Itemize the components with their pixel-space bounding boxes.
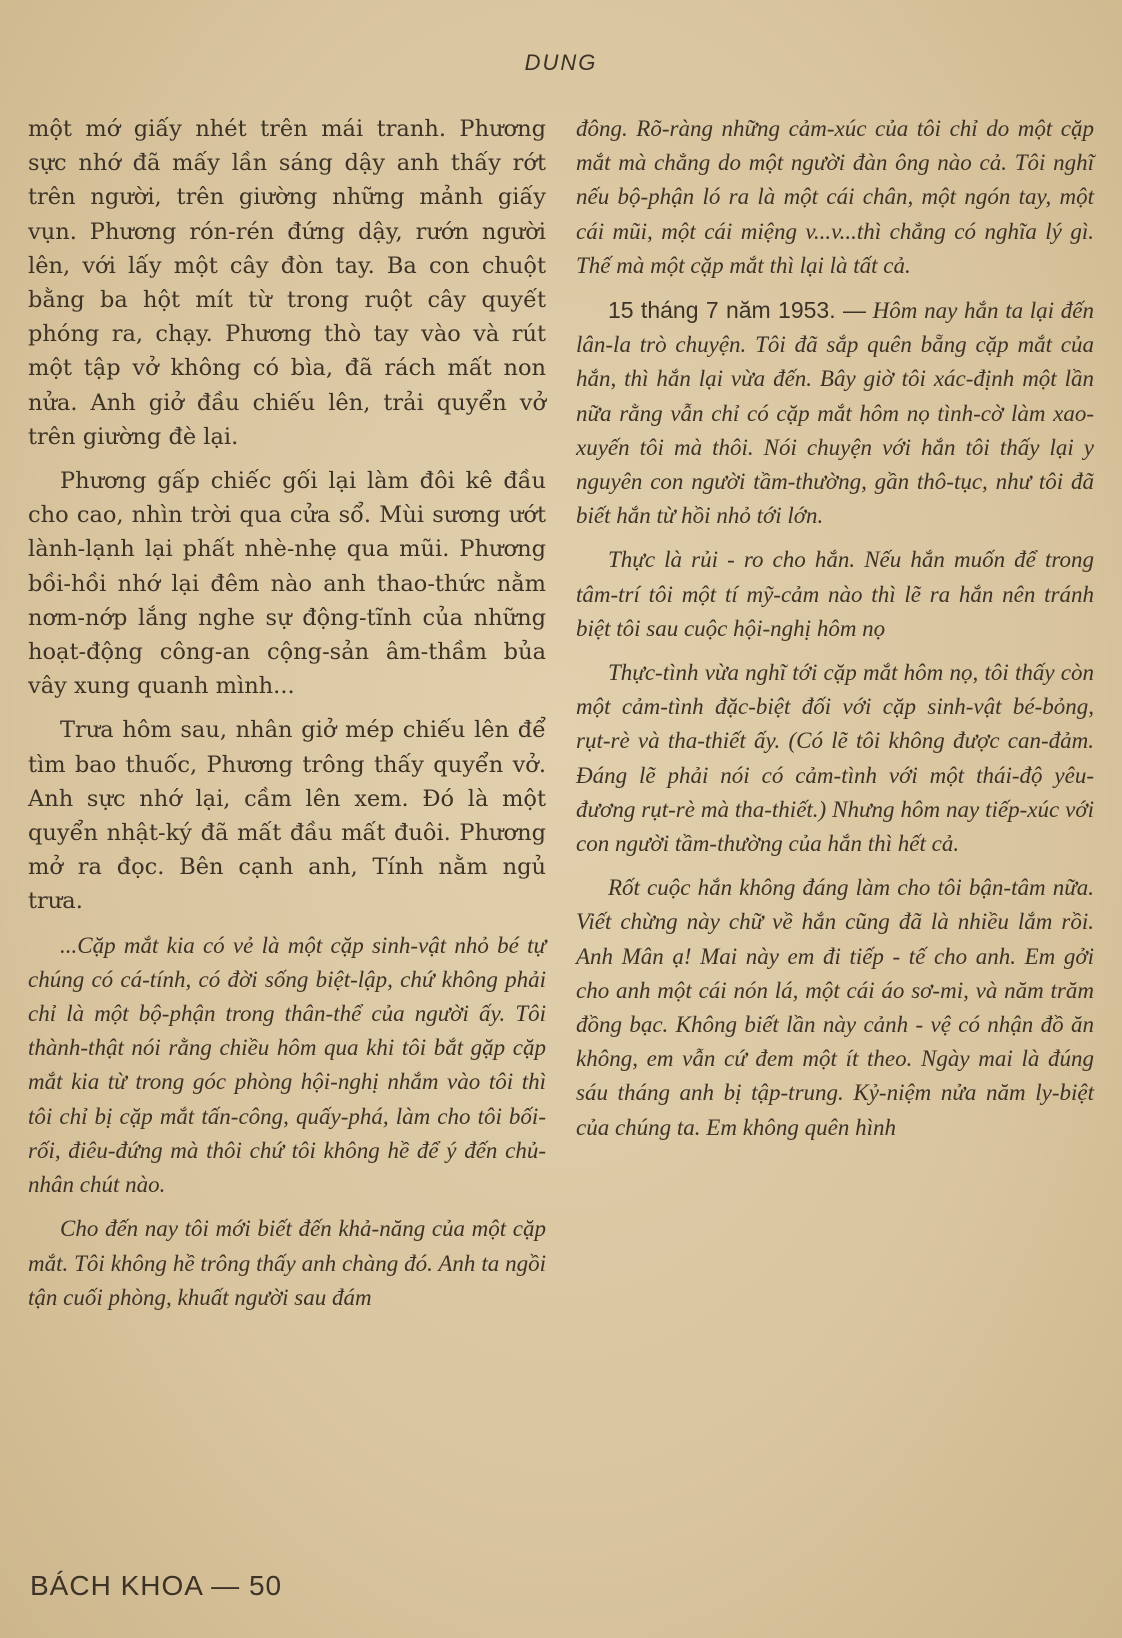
right-paragraph-3: Thực là rủi - ro cho hắn. Nếu hắn muốn để trong tâm-trí tôi một tí mỹ-cảm nào thì lẽ ra hắn nên tránh biệt tôi sau cuộc hội-nghị hôm nọ [576,547,1094,641]
left-column [28,112,546,1325]
right-paragraph-2-text: Hôm nay hắn ta lại đến lân-la trò chuyện. Tôi đã sắp quên bẵng cặp mắt của hắn, thì hắn lại vừa đến. Bây giờ tôi xác-định một lần nữa rằng vẫn chỉ có cặp mắt hôm nọ tình-cờ làm xao-xuyến tôi mà thôi. Nói chuyện với hắn tôi thấy lại y nguyên con người tầm-thường, gần thô-tục, như tôi đã biết hắn từ hồi nhỏ tới lớn. [576,298,1094,529]
left-paragraph-3: Trưa hôm sau, nhân giở mép chiếu lên để tìm bao thuốc, Phương trông thấy quyển vở. Anh sực nhớ lại, cầm lên xem. Đó là một quyển nhật-ký đã mất đầu mất đuôi. Phương mở ra đọc. Bên cạnh anh, Tính nằm ngủ trưa. [28,717,546,915]
left-paragraph-5-diary: Cho đến nay tôi mới biết đến khả-năng của một cặp mắt. Tôi không hề trông thấy anh chàng đó. Anh ta ngồi tận cuối phòng, khuất người sau đám [28,1216,546,1310]
right-paragraph-5: Rốt cuộc hắn không đáng làm cho tôi bận-tâm nữa. Viết chừng này chữ về hắn cũng đã là nhiều lắm rồi. Anh Mân ạ! Mai này em đi tiếp - tế cho anh. Em gởi cho anh một cái nón lá, một cái áo sơ-mi, và năm trăm đồng bạc. Không biết lần này cảnh - vệ có nhận đồ ăn không, em vẫn cứ đem một ít theo. Ngày mai là đúng sáu tháng anh bị tập-trung. Kỷ-niệm nửa năm ly-biệt của chúng ta. Em không quên hình [576,875,1094,1140]
right-paragraph-1: đông. Rõ-ràng những cảm-xúc của tôi chỉ do một cặp mắt mà chẳng do một người đàn ông nào cả. Tôi nghĩ nếu bộ-phận ló ra là một cái chân, một ngón tay, một cái mũi, một cái miệng v...v...thì chẳng có nghĩa lý gì. Thế mà một cặp mắt thì lại là tất cả. [576,116,1094,278]
right-column [576,112,1094,1155]
page-header: DUNG [524,50,598,75]
left-paragraph-1: một mớ giấy nhét trên mái tranh. Phương sực nhớ đã mấy lần sáng dậy anh thấy rớt trên người, trên giường những mảnh giấy vụn. Phương rón-rén đứng dậy, rướn người lên, với lấy một cây đòn tay. Ba con chuột bằng ba hột mít từ trong ruột cây quyết phóng ra, chạy. Phương thò tay vào và rút một tập vở không có bìa, đã rách mất non nửa. Anh giở đầu chiếu lên, trải quyển vở trên giường đè lại. [28,116,546,450]
left-paragraph-4-diary: ...Cặp mắt kia có vẻ là một cặp sinh-vật nhỏ bé tự chúng có cá-tính, có đời sống biệt-lập, chứ không phải chỉ là một bộ-phận trong thân-thể của người ấy. Tôi thành-thật nói rằng chiều hôm qua khi tôi bắt gặp cặp mắt kia từ trong góc phòng hội-nghị nhắm vào tôi thì tôi chỉ bị cặp mắt tấn-công, quấy-phá, làm cho tôi bối-rối, điêu-đứng mà thôi chứ tôi không hề để ý đến chủ-nhân chút nào. [28,932,546,1198]
right-paragraph-2 [576,293,1094,533]
right-paragraph-4: Thực-tình vừa nghĩ tới cặp mắt hôm nọ, tôi thấy còn một cảm-tình đặc-biệt đối với cặp sinh-vật bé-bỏng, rụt-rè và tha-thiết ấy. (Có lẽ tôi không được can-đảm. Đáng lẽ phải nói có cảm-tình với một thái-độ yêu-đương rụt-rè mà tha-thiết.) Nhưng hôm nay tiếp-xúc với con người tầm-thường của hắn thì hết cả. [576,660,1094,857]
left-paragraph-2: Phương gấp chiếc gối lại làm đôi kê đầu cho cao, nhìn trời qua cửa sổ. Mùi sương ướt lành-lạnh lại phất nhè-nhẹ qua mũi. Phương bồi-hồi nhớ lại đêm nào anh thao-thức nằm nơm-nớp lắng nghe sự động-tĩnh của những hoạt-động công-an cộng-sản âm-thầm bủa vây xung quanh mình... [28,468,546,700]
page-footer: BÁCH KHOA — 50 [30,1570,283,1601]
diary-date: 15 tháng 7 năm 1953. — [608,297,866,324]
